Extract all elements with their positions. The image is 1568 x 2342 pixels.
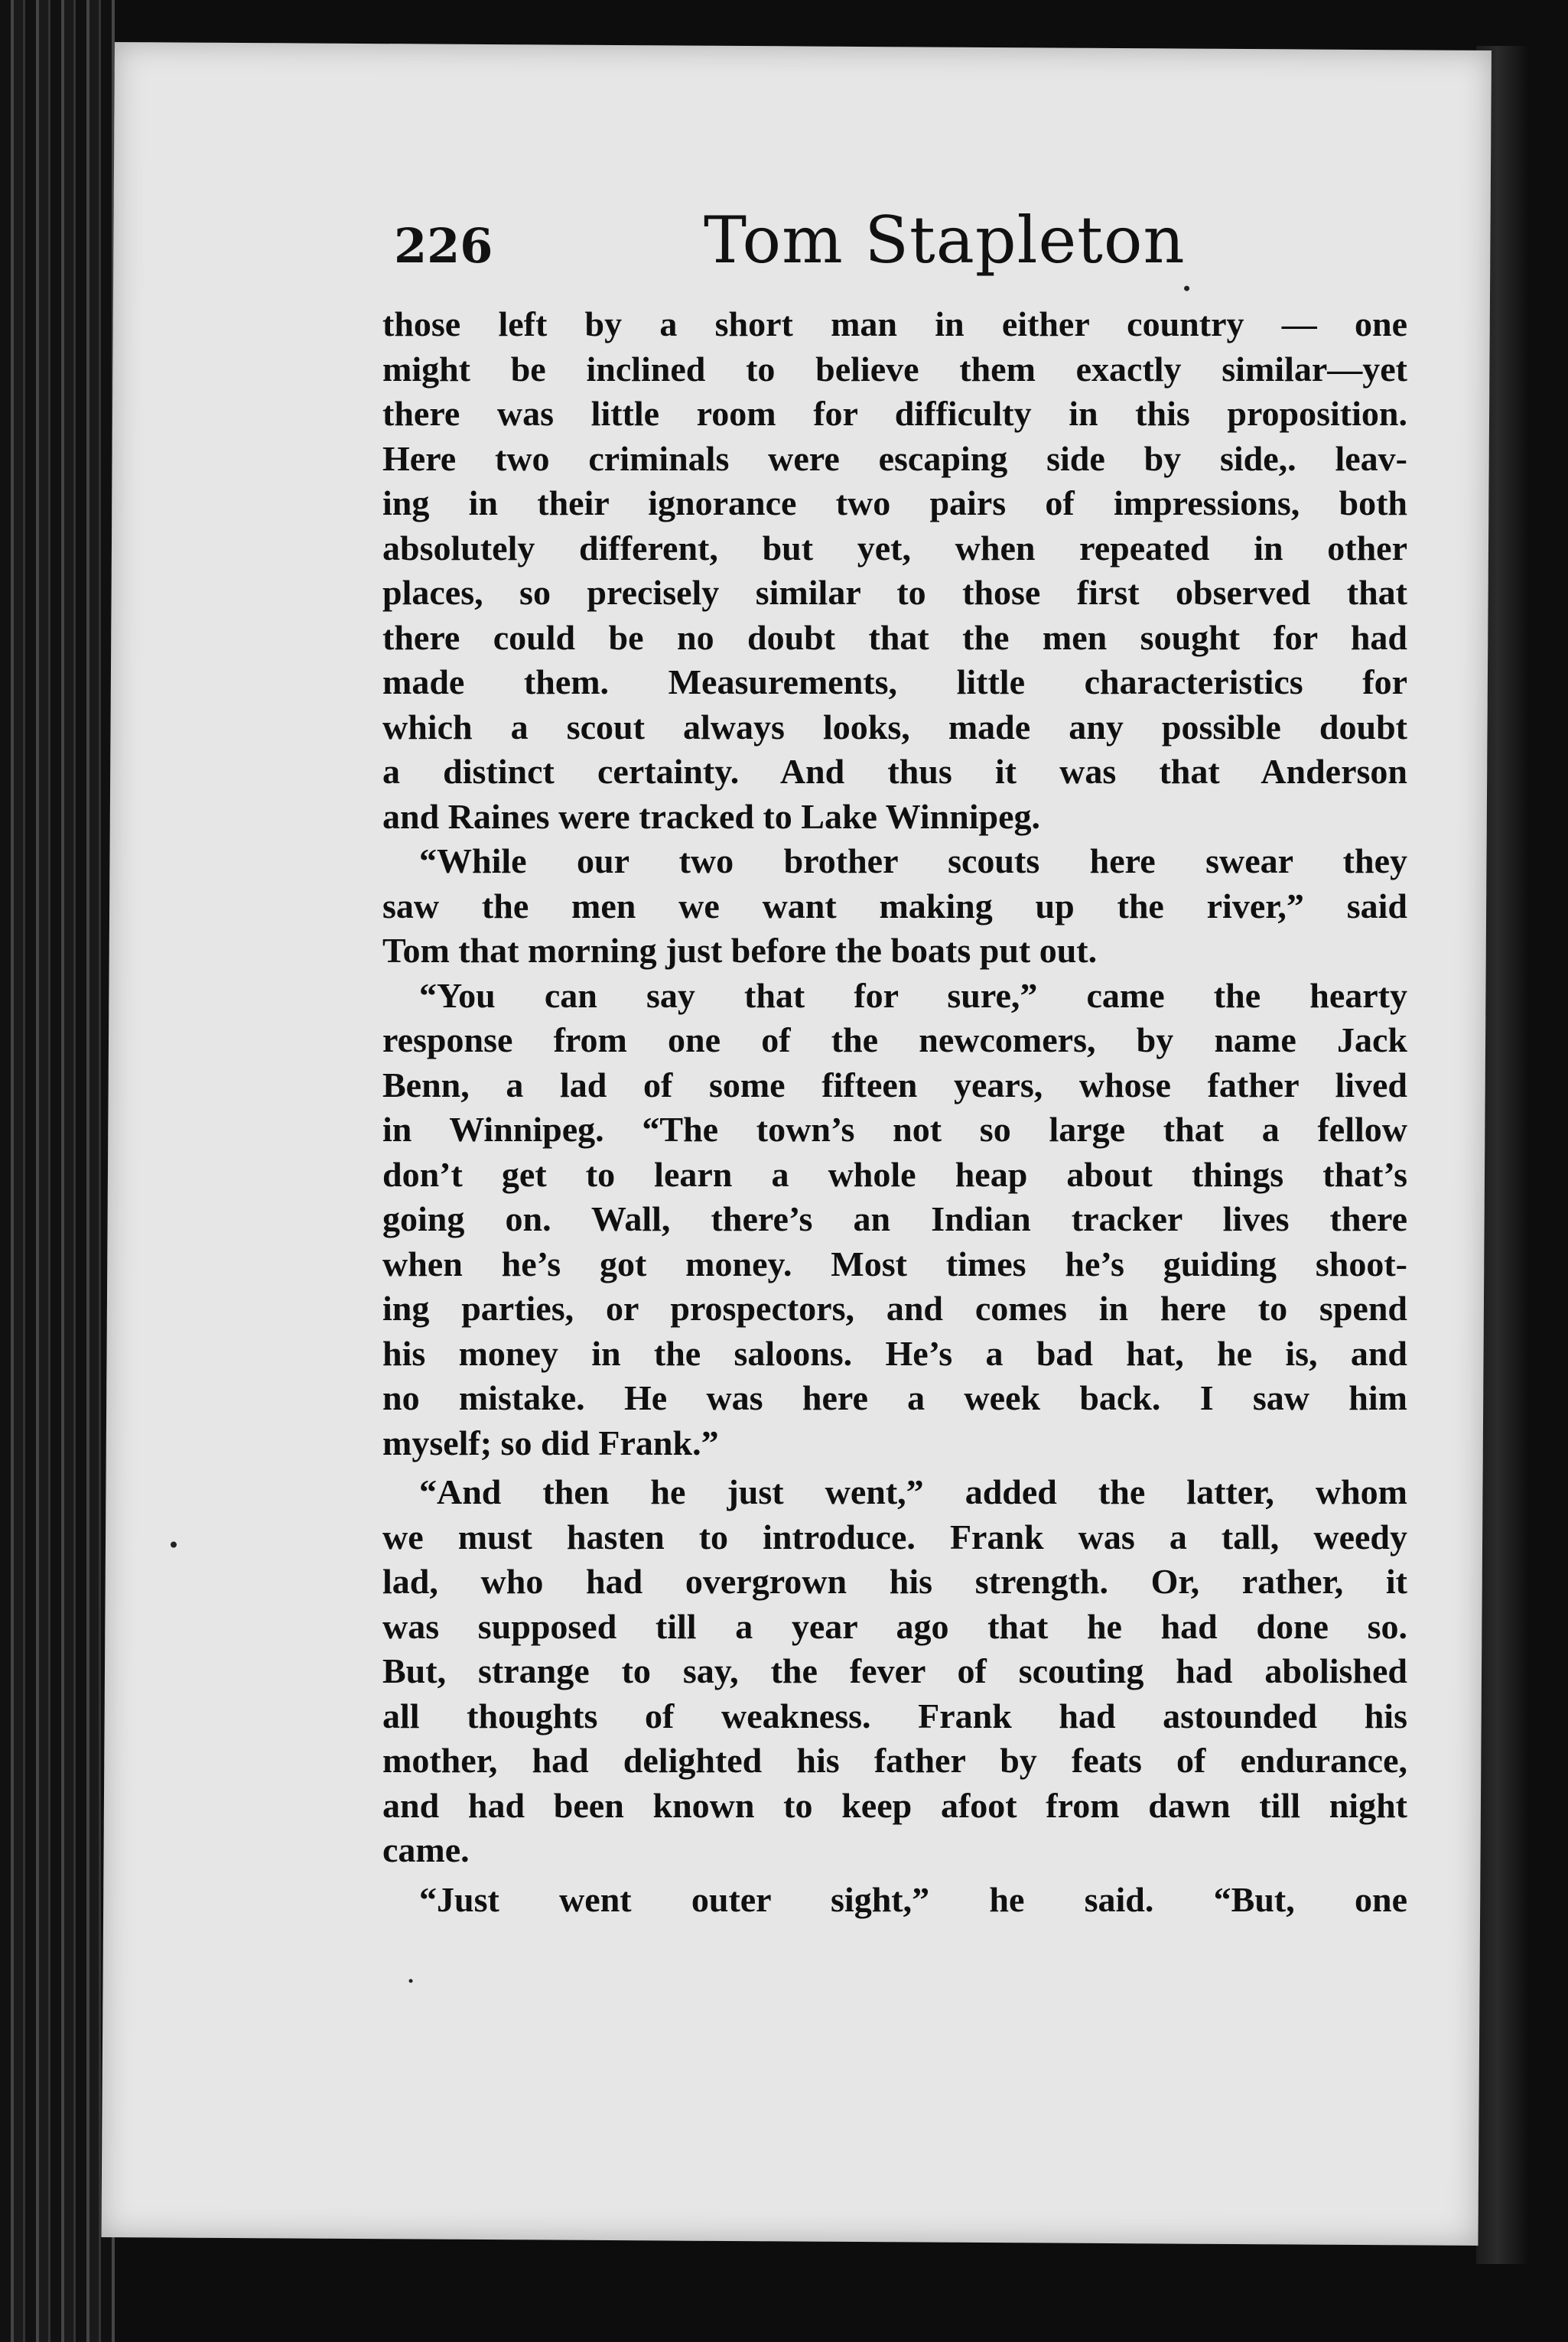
text-line: response from one of the newcomers, by name Jack bbox=[382, 1020, 1407, 1059]
text-line: which a scout always looks, made any possible doubt bbox=[382, 707, 1407, 747]
body-text bbox=[382, 302, 1407, 1922]
text-line: Tom that morning just before the boats put out. bbox=[382, 931, 1098, 970]
text-line: was supposed till a year ago that he had done so. bbox=[382, 1606, 1407, 1646]
paragraph bbox=[382, 1878, 1407, 1923]
text-line: “While our two brother scouts here swear they bbox=[419, 841, 1407, 880]
text-line: and had been known to keep afoot from dawn till night bbox=[382, 1785, 1407, 1825]
scan-speck bbox=[171, 1541, 177, 1547]
text-line: myself; so did Frank.” bbox=[382, 1423, 719, 1462]
text-line: there was little room for difficulty in this proposition. bbox=[382, 394, 1407, 433]
text-line: all thoughts of weakness. Frank had astounded his bbox=[382, 1696, 1407, 1735]
text-line: there could be no doubt that the men sought for had bbox=[382, 617, 1407, 657]
text-line: don’t get to learn a whole heap about things that’s bbox=[382, 1154, 1407, 1194]
paragraph bbox=[382, 839, 1407, 974]
text-line: But, strange to say, the fever of scouting had abolished bbox=[382, 1651, 1407, 1690]
text-line: “You can say that for sure,” came the hearty bbox=[419, 975, 1407, 1015]
paragraph bbox=[382, 1470, 1407, 1873]
text-line: saw the men we want making up the river,” said bbox=[382, 886, 1407, 925]
text-line: places, so precisely similar to those first observed that bbox=[382, 573, 1407, 612]
page-header bbox=[283, 203, 1430, 294]
scan-speck bbox=[409, 1979, 413, 1983]
text-line: we must hasten to introduce. Frank was a tall, weedy bbox=[382, 1517, 1407, 1556]
text-line: a distinct certainty. And thus it was that Anderson bbox=[382, 752, 1407, 791]
text-line: when he’s got money. Most times he’s guiding shoot- bbox=[382, 1244, 1407, 1283]
text-line: Benn, a lad of some fifteen years, whose father lived bbox=[382, 1065, 1407, 1104]
running-title: Tom Stapleton bbox=[704, 203, 1186, 278]
text-line: ing parties, or prospectors, and comes in here to spend bbox=[382, 1289, 1407, 1328]
text-line: made them. Measurements, little characteristics for bbox=[382, 662, 1407, 701]
text-line: those left by a short man in either country — one bbox=[382, 304, 1407, 343]
text-line: absolutely different, but yet, when repeated in other bbox=[382, 528, 1407, 568]
paragraph bbox=[382, 974, 1407, 1466]
text-line: might be inclined to believe them exactly similar—yet bbox=[382, 349, 1407, 389]
page-number: 226 bbox=[394, 218, 493, 274]
text-line: going on. Wall, there’s an Indian tracker lives there bbox=[382, 1199, 1407, 1238]
text-line: “And then he just went,” added the latter, whom bbox=[419, 1472, 1407, 1511]
text-line: “Just went outer sight,” he said. “But, one bbox=[419, 1879, 1407, 1919]
text-line: mother, had delighted his father by feats of endurance, bbox=[382, 1741, 1407, 1780]
text-line: in Winnipeg. “The town’s not so large that a fellow bbox=[382, 1110, 1407, 1149]
text-line: no mistake. He was here a week back. I saw him bbox=[382, 1378, 1407, 1417]
text-line: and Raines were tracked to Lake Winnipeg. bbox=[382, 796, 1041, 836]
text-line: lad, who had overgrown his strength. Or, rather, it bbox=[382, 1562, 1407, 1601]
text-line: Here two criminals were escaping side by side,. leav- bbox=[382, 438, 1407, 478]
text-line: ing in their ignorance two pairs of impressions, both bbox=[382, 483, 1407, 522]
text-line: came. bbox=[382, 1830, 470, 1869]
paragraph bbox=[382, 302, 1407, 839]
text-line: his money in the saloons. He’s a bad hat, he is, and bbox=[382, 1333, 1407, 1373]
scan-border-left bbox=[0, 0, 115, 2342]
